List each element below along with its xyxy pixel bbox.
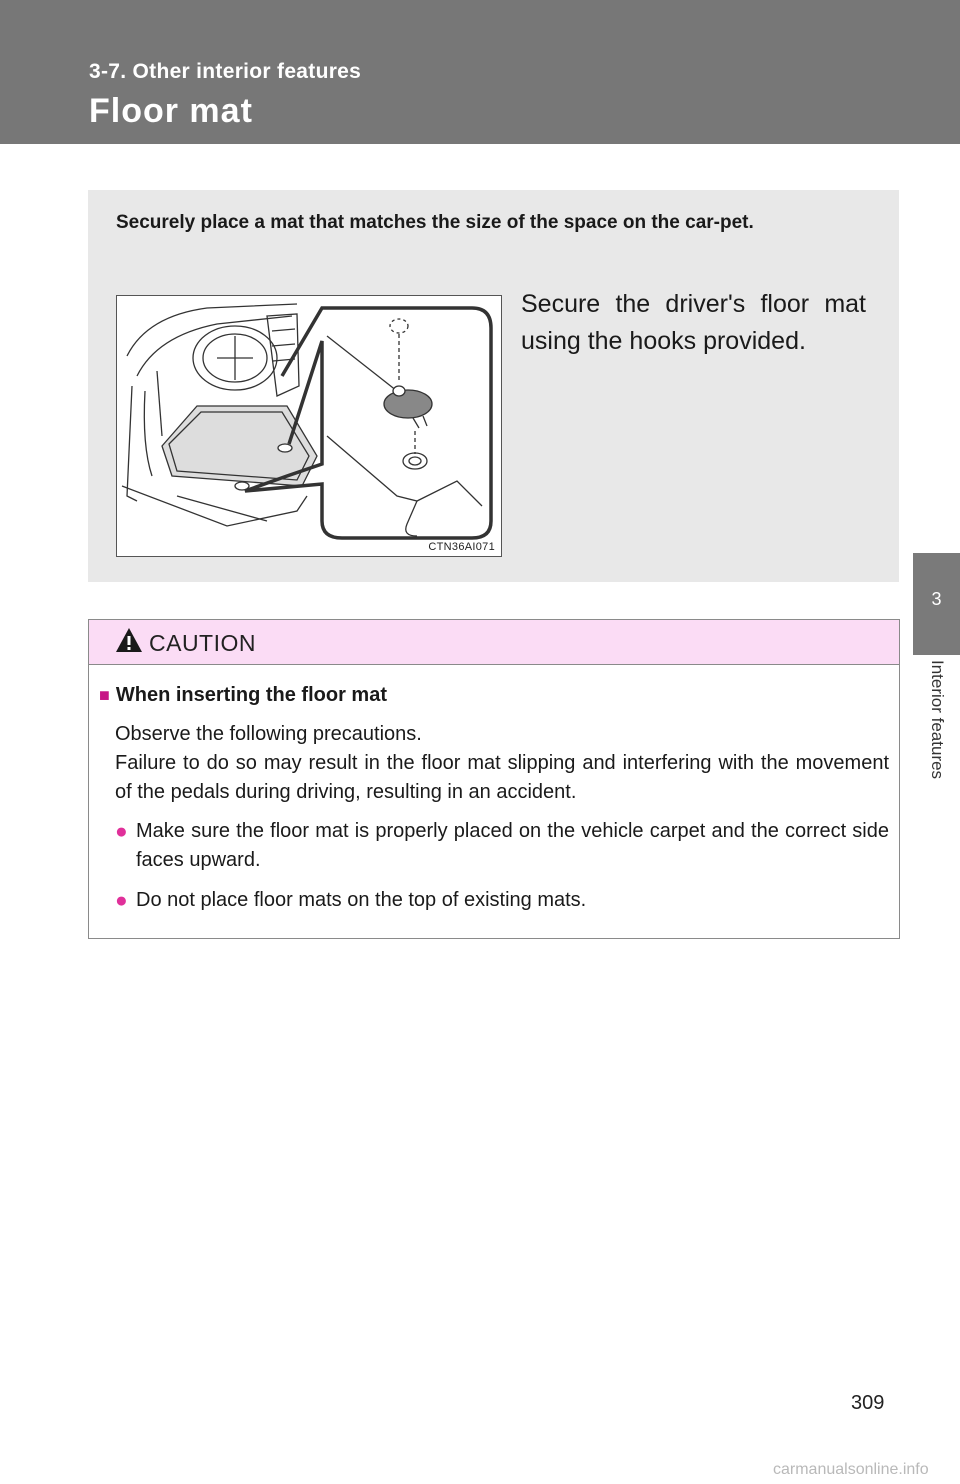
watermark: carmanualsonline.info [773, 1461, 929, 1478]
page-title: Floor mat [89, 92, 253, 130]
caution-bullet-2-text: Do not place floor mats on the top of existing mats. [136, 889, 587, 911]
caution-bullet-1 [115, 817, 889, 875]
caution-subheading [99, 684, 387, 707]
page-header [0, 0, 960, 144]
caution-box [88, 619, 900, 939]
caution-title: CAUTION [149, 630, 256, 656]
caution-bullet-1-text: Make sure the floor mat is properly placed on the vehicle carpet and the correct side faces upward. [136, 820, 889, 871]
page-number: 309 [851, 1392, 885, 1414]
floor-mat-illustration [116, 295, 502, 557]
circle-bullet-icon: ● [115, 889, 128, 912]
warning-triangle-icon [115, 626, 143, 654]
chapter-label [913, 660, 960, 860]
illustration-code: CTN36AI071 [428, 541, 495, 553]
floor-mat-drawing [117, 296, 501, 556]
caution-paragraph-2: Failure to do so may result in the floor mat slipping and interfering with the movement of the pedals during driving, resulting in an accident. [115, 752, 889, 803]
caution-header [89, 620, 899, 665]
chapter-label-text: Interior features [928, 660, 947, 780]
square-bullet-icon: ■ [99, 685, 110, 705]
section-label: 3-7. Other interior features [89, 60, 362, 83]
info-heading: Securely place a mat that matches the size of the space on the car-pet. [116, 212, 754, 233]
chapter-number: 3 [931, 589, 942, 609]
caution-subheading-text: When inserting the floor mat [115, 684, 387, 706]
circle-bullet-icon: ● [115, 820, 128, 843]
info-box [88, 190, 899, 582]
info-description: Secure the driver's floor mat using the hooks provided. [521, 290, 866, 355]
caution-paragraph-1: Observe the following precautions. [115, 723, 422, 745]
caution-bullet-2 [115, 886, 889, 915]
chapter-tab [913, 553, 960, 655]
